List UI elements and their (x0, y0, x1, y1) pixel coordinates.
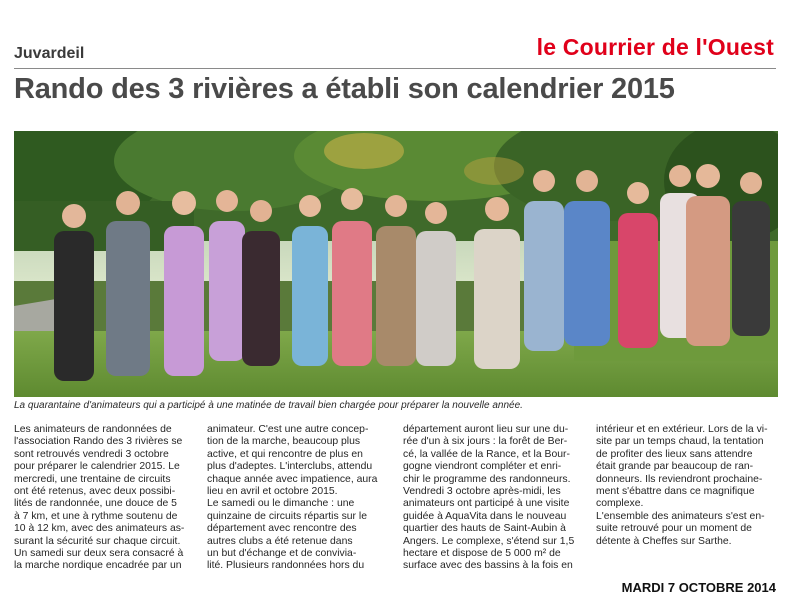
text-line: surant la sécurité sur chaque circuit. (14, 535, 181, 547)
text-line: rée d'un à six jours : la forêt de Ber- (403, 436, 568, 448)
text-line: quartier des hauts de Saint-Aubin à (403, 523, 566, 535)
text-line: surface avec des bassins à la fois en (403, 560, 573, 572)
text-line: animateurs ont participé à une visite (403, 498, 570, 510)
text-line: lité. Plusieurs randonnées hors du (207, 560, 365, 572)
text-line: cé, la vallée de la Rance, et la Bour- (403, 448, 570, 460)
article-column-2 (207, 424, 389, 573)
text-line: intérieur et en extérieur. Lors de la vi- (596, 424, 768, 435)
text-line: était grande par beaucoup de ran- (596, 461, 754, 473)
text-line: hectare et dispose de 5 000 m² de (403, 548, 561, 560)
text-line: site par un temps chaud, la tentation (596, 436, 764, 448)
text-line: active, et qui rencontre de plus en (207, 448, 363, 460)
text-line: Les animateurs de randonnées de (14, 424, 172, 435)
text-line: département avec rencontre des (207, 523, 357, 535)
text-line: Vendredi 3 octobre après-midi, les (403, 486, 561, 498)
article-body (14, 424, 778, 584)
text-line: détente à Cheffes sur Sarthe. (596, 535, 732, 547)
newspaper-masthead: le Courrier de l'Ouest (536, 34, 774, 60)
text-line: lieu en avril et octobre 2015. (207, 486, 338, 498)
text-line: complexe. (596, 498, 644, 510)
text-line: mercredi, une trentaine de circuits (14, 473, 171, 485)
text-line: suite retrouvé pour un moment de (596, 523, 752, 535)
article-column-4 (596, 424, 778, 548)
text-line: chir le programme des randonneurs. (403, 473, 571, 485)
text-line: quinzaine de circuits répartis sur le (207, 510, 367, 522)
article-headline: Rando des 3 rivières a établi son calendrier 2015 (14, 73, 675, 105)
text-line: sont retrouvés vendredi 3 octobre (14, 448, 169, 460)
group-photo-illustration (14, 131, 778, 397)
article-column-3 (403, 424, 585, 573)
text-line: ment s'ébattre dans ce magnifique (596, 486, 755, 498)
text-line: Angers. Le complexe, s'étend sur 1,5 (403, 535, 575, 547)
text-line: de profiter des lieux sans attendre (596, 448, 753, 460)
text-line: autres clubs a été retenue dans (207, 535, 353, 547)
text-line: la marche nordique encadrée par un (14, 560, 182, 572)
text-line: 10 à 12 km, avec des animateurs as- (14, 523, 185, 535)
photo-caption: La quarantaine d'animateurs qui a participé à une matinée de travail bien chargée pour préparer la nouvelle année. (14, 400, 523, 411)
text-line: donneurs. Ils reviendront prochaine- (596, 473, 763, 485)
text-line: pour préparer le calendrier 2015. Le (14, 461, 180, 473)
locality-label: Juvardeil (14, 45, 85, 62)
header-divider (14, 68, 776, 69)
text-line: tion de la marche, beaucoup plus (207, 436, 361, 448)
text-line: L'ensemble des animateurs s'est en- (596, 510, 765, 522)
text-line: guidée à AquaVita dans le nouveau (403, 510, 567, 522)
text-line: animateur. C'est une autre concep- (207, 424, 369, 435)
text-line: département auront lieu sur une du- (403, 424, 569, 435)
text-line: gogne viendront compléter et enri- (403, 461, 562, 473)
text-line: Le samedi ou le dimanche : une (207, 498, 355, 510)
publication-date: MARDI 7 OCTOBRE 2014 (621, 580, 776, 595)
text-line: à 7 km, et une à rythme soutenu de (14, 510, 178, 522)
text-line: un but d'échange et de convivia- (207, 548, 357, 560)
group-photo (14, 131, 778, 397)
text-line: l'association Rando des 3 rivières se (14, 436, 183, 448)
text-line: chaque année avec impatience, aura (207, 473, 378, 485)
text-line: ont été retenus, avec deux possibi- (14, 486, 176, 498)
text-line: plus d'adeptes. L'interclubs, attendu (207, 461, 373, 473)
article-column-1 (14, 424, 196, 573)
text-line: Un samedi sur deux sera consacré à (14, 548, 184, 560)
text-line: lités de randonnée, une douce de 5 (14, 498, 177, 510)
